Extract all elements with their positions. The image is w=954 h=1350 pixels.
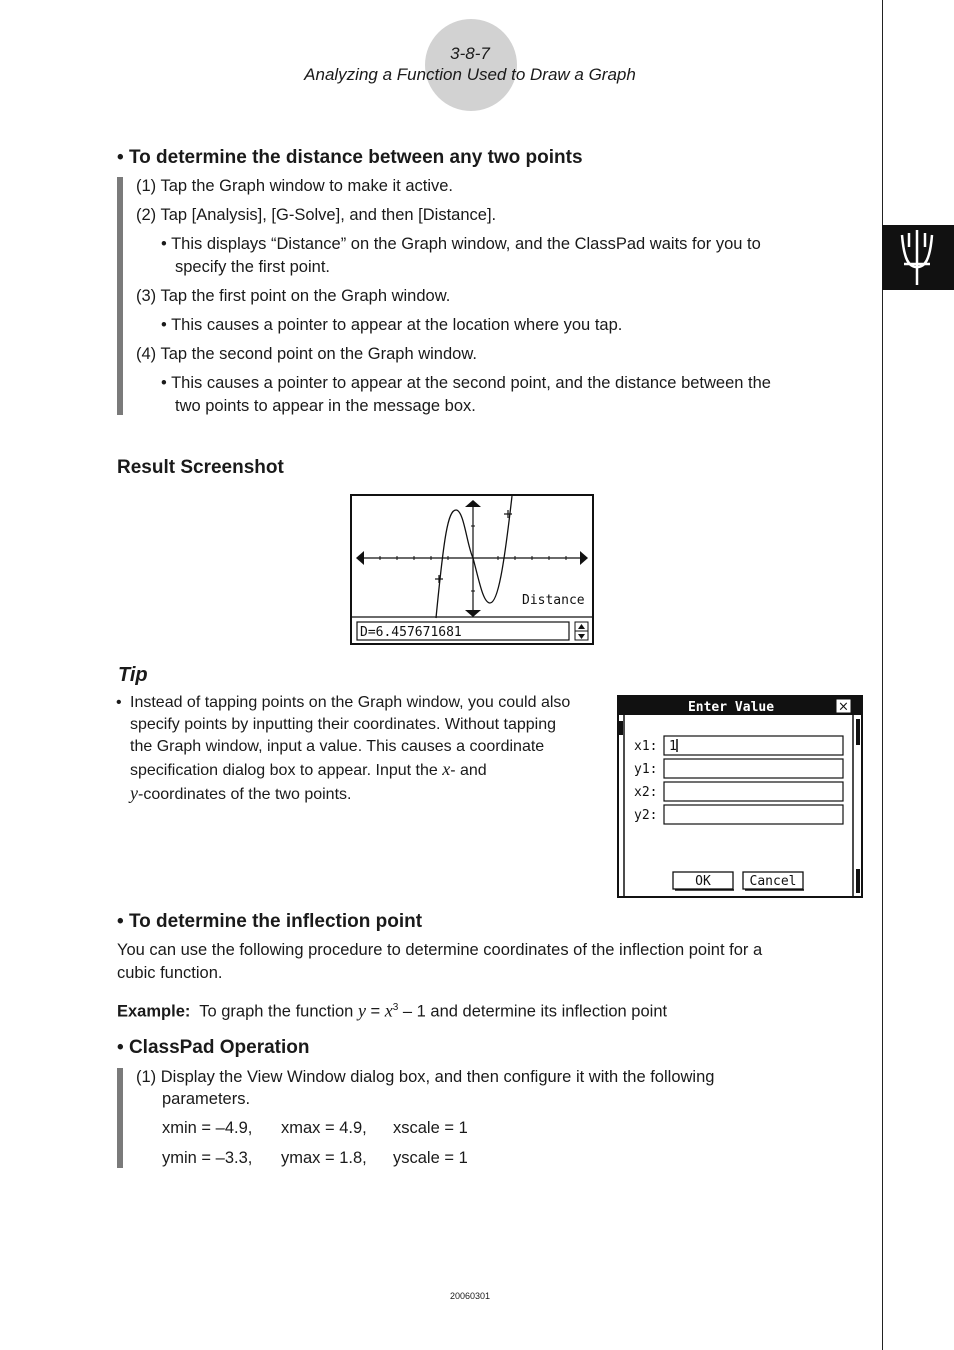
page-title: Analyzing a Function Used to Draw a Graph bbox=[304, 65, 636, 84]
param-xscale: xscale = 1 bbox=[393, 1119, 468, 1137]
x-axis-left-arrow bbox=[356, 551, 364, 565]
x1-label: x1: bbox=[634, 739, 658, 754]
background-window-edge bbox=[619, 721, 623, 735]
graph-chapter-icon bbox=[882, 225, 954, 290]
operation-step-1-line2: parameters. bbox=[162, 1090, 251, 1108]
x1-value: 1 bbox=[669, 739, 677, 754]
background-scroll-edge-bottom bbox=[856, 869, 860, 893]
example-line: Example: To graph the function $y = x^3 - 1$ and determine its inflection point bbox=[117, 1000, 668, 1021]
y1-label: y1: bbox=[634, 762, 658, 777]
heading-bullet: • bbox=[117, 911, 129, 932]
message-scroll-buttons[interactable] bbox=[575, 622, 588, 640]
step-3: (3) Tap the first point on the Graph window. bbox=[136, 287, 451, 305]
x2-label: x2: bbox=[634, 785, 658, 800]
graph-plot bbox=[352, 496, 592, 643]
section-heading-distance: • To determine the distance between any two points bbox=[117, 147, 583, 168]
inflection-intro-line2: cubic function. bbox=[117, 964, 223, 982]
tip-bullet: • bbox=[116, 694, 122, 711]
x2-input[interactable] bbox=[664, 782, 843, 801]
svg-text:Cancel: Cancel bbox=[749, 874, 797, 889]
x-axis-right-arrow bbox=[580, 551, 588, 565]
distance-readout: D=6.457671681 bbox=[360, 625, 462, 640]
param-xmax: xmax = 4.9, bbox=[281, 1119, 367, 1137]
footer-code: 20060301 bbox=[449, 1291, 491, 1301]
enter-value-dialog-screenshot bbox=[617, 695, 863, 898]
margin-rule bbox=[882, 0, 883, 1350]
y2-input[interactable] bbox=[664, 805, 843, 824]
step-4-note-line1: • This causes a pointer to appear at the second point, and the distance between the bbox=[161, 374, 771, 392]
step-2-note-line2: specify the first point. bbox=[175, 258, 330, 276]
param-ymin: ymin = –3.3, bbox=[162, 1149, 253, 1167]
y2-label: y2: bbox=[634, 808, 658, 823]
tip-heading: Tip bbox=[118, 664, 148, 686]
step-2: (2) Tap [Analysis], [G-Solve], and then [Distance]. bbox=[136, 206, 497, 224]
page-number: 3-8-7 bbox=[450, 44, 490, 63]
step-3-note: • This causes a pointer to appear at the location where you tap. bbox=[161, 316, 623, 334]
y1-input[interactable] bbox=[664, 759, 843, 778]
param-yscale: yscale = 1 bbox=[393, 1149, 468, 1167]
cancel-button[interactable] bbox=[743, 872, 804, 890]
graph-distance-label: Distance bbox=[522, 593, 585, 608]
step-4: (4) Tap the second point on the Graph window. bbox=[136, 345, 477, 363]
heading-bullet: • bbox=[117, 147, 129, 168]
section-heading-inflection: • To determine the inflection point bbox=[117, 911, 423, 932]
section-heading-classpad-operation: • ClassPad Operation bbox=[117, 1037, 310, 1058]
step-1: (1) Tap the Graph window to make it active. bbox=[136, 177, 454, 195]
section-bar bbox=[117, 1068, 123, 1168]
heading-bullet: • bbox=[117, 1037, 129, 1058]
graph-screenshot bbox=[350, 494, 594, 645]
param-xmin: xmin = –4.9, bbox=[162, 1119, 253, 1137]
svg-text:OK: OK bbox=[695, 874, 711, 889]
x1-input[interactable] bbox=[664, 736, 843, 755]
close-icon[interactable] bbox=[837, 700, 850, 715]
param-ymax: ymax = 1.8, bbox=[281, 1149, 367, 1167]
function-curve bbox=[436, 496, 512, 618]
enter-value-dialog bbox=[619, 697, 861, 896]
chapter-tab bbox=[882, 225, 954, 290]
y-axis-down-arrow bbox=[465, 610, 481, 617]
section-bar bbox=[117, 177, 123, 415]
tip-body: Instead of tapping points on the Graph window, you could also specify points by inputting their coordinates. Without tapping the Graph window, input a value. This causes a coordinate specification dialog box to appear. Input the x- and y-coordinates of the two points. bbox=[130, 694, 571, 803]
step-4-note-line2: two points to appear in the message box. bbox=[175, 397, 476, 415]
step-2-note-line1: • This displays “Distance” on the Graph window, and the ClassPad waits for you to bbox=[161, 235, 761, 253]
ok-button[interactable] bbox=[673, 872, 734, 890]
background-scroll-edge bbox=[856, 719, 860, 745]
svg-text:×: × bbox=[838, 699, 849, 715]
dialog-title: Enter Value bbox=[687, 700, 775, 715]
operation-step-1-line1: (1) Display the View Window dialog box, and then configure it with the following bbox=[136, 1068, 715, 1086]
y-axis-up-arrow bbox=[465, 500, 481, 507]
inflection-intro-line1: You can use the following procedure to determine coordinates of the inflection point for a bbox=[117, 941, 763, 959]
result-heading: Result Screenshot bbox=[117, 457, 284, 478]
